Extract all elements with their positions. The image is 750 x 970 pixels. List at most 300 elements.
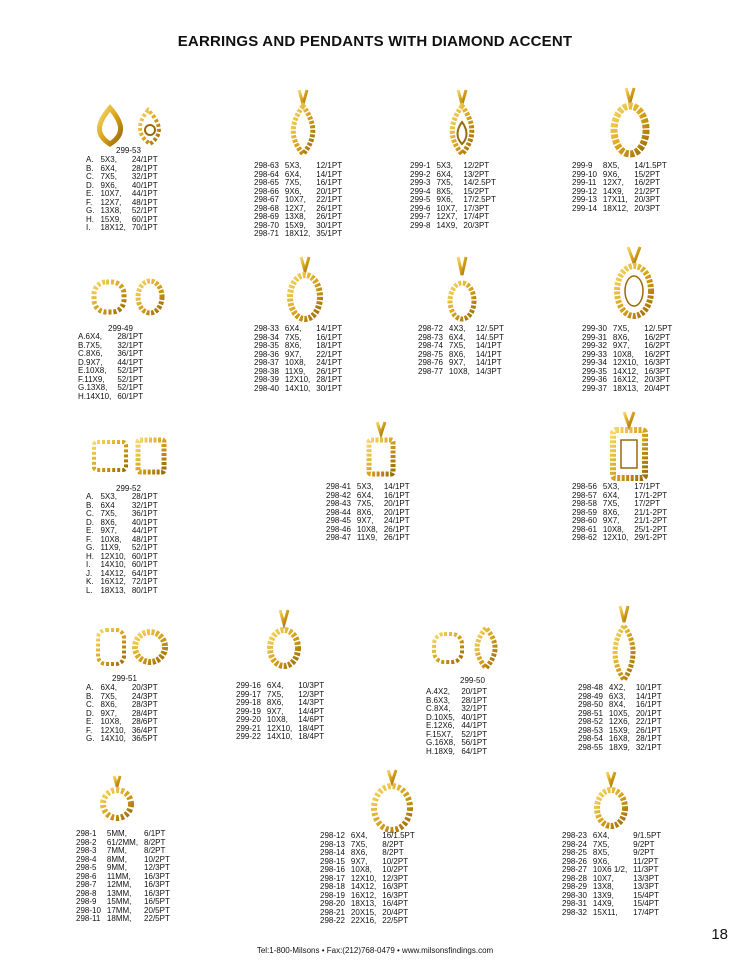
spec-cell: 20/3PT xyxy=(634,203,661,213)
pendant-oval-ornate-icon xyxy=(612,245,656,321)
spec-cell: 60/1PT xyxy=(131,551,158,561)
spec-row xyxy=(418,368,504,377)
spec-cell: 21/2PT xyxy=(634,186,661,196)
spec-cell: 29/1-2PT xyxy=(634,533,668,542)
spec-cell: 8/2PT xyxy=(144,837,166,847)
spec-cell: 298-43 xyxy=(326,499,351,508)
spec-cell: 298-1 xyxy=(76,829,97,838)
spec-cell: J. xyxy=(86,568,93,578)
spec-cell: 28/6PT xyxy=(131,717,158,726)
spec-cell: 7X5, xyxy=(592,839,610,849)
spec-cell: 9X7, xyxy=(284,349,302,359)
spec-table xyxy=(572,162,667,213)
spec-table xyxy=(86,493,158,595)
spec-cell: B.7X5, xyxy=(78,340,103,350)
spec-cell: 14/1PT xyxy=(475,341,502,350)
spec-cell: 298-4 xyxy=(76,854,97,864)
spec-cell: 6X4 xyxy=(100,500,115,510)
spec-cell: 18X13, xyxy=(350,899,377,908)
spec-cell: 6X4, xyxy=(284,169,302,179)
spec-cell: 16/3PT xyxy=(144,871,170,881)
spec-cell: 298-6 xyxy=(76,871,97,881)
earring-setting-marquise-icon xyxy=(428,624,508,672)
spec-cell: D.10X5, xyxy=(426,712,455,722)
spec-cell: L. xyxy=(86,585,93,595)
spec-cell: 18/4PT xyxy=(298,723,325,733)
spec-row xyxy=(426,748,487,757)
spec-cell: 299-32 xyxy=(582,341,607,350)
spec-cell: 10X8, xyxy=(100,534,122,544)
spec-cell: C. xyxy=(86,509,94,518)
spec-cell: 6X4, xyxy=(350,831,368,840)
spec-cell: 17/4PT xyxy=(463,212,490,221)
spec-cell: 14/3PT xyxy=(298,698,325,707)
spec-cell: 12/3PT xyxy=(382,873,409,883)
spec-cell: 11X9, xyxy=(100,543,121,552)
spec-cell: 7X5, xyxy=(100,691,117,701)
spec-cell: 299-17 xyxy=(236,689,261,699)
spec-cell: 7X5, xyxy=(350,839,368,849)
spec-cell: 7X5, xyxy=(284,178,302,187)
spec-cell: 7X5, xyxy=(100,509,117,518)
spec-cell: 16/2PT xyxy=(644,332,671,342)
spec-cell: 10X8, xyxy=(284,358,306,367)
spec-cell: 14X9, xyxy=(602,186,624,196)
spec-cell: 12MM, xyxy=(106,880,132,889)
spec-cell: 22/5PT xyxy=(382,916,409,925)
spec-cell: 44/1PT xyxy=(131,526,158,535)
spec-cell: 24/1PT xyxy=(383,516,410,525)
spec-cell: 28/1PT xyxy=(461,695,488,705)
spec-cell: 14X10, xyxy=(100,734,126,743)
spec-cell: 21/1-2PT xyxy=(634,507,668,517)
spec-rows xyxy=(418,325,504,376)
spec-cell: 13/2PT xyxy=(463,169,490,179)
spec-cell: A. xyxy=(86,492,94,501)
spec-cell: 60/1PT xyxy=(117,391,144,401)
spec-cell: 60/1PT xyxy=(131,560,158,569)
spec-cell: 11X9, xyxy=(356,533,378,542)
spec-cell: 5X3, xyxy=(100,492,117,501)
spec-cell: 13/3PT xyxy=(633,873,659,883)
spec-cell: 22/1PT xyxy=(316,195,343,204)
spec-rows xyxy=(236,682,324,742)
spec-cell: 298-38 xyxy=(254,366,279,376)
spec-cell: 298-57 xyxy=(572,490,597,500)
product-caption: 299-50 xyxy=(460,676,485,685)
spec-cell: 298-26 xyxy=(562,856,587,866)
spec-cell: 298-77 xyxy=(418,366,443,376)
pendant-round-halo-icon xyxy=(264,608,304,670)
spec-cell: 9MM, xyxy=(106,863,127,872)
spec-cell: C. xyxy=(86,700,94,709)
spec-cell: 28/1PT xyxy=(131,163,158,173)
spec-cell: 14X12, xyxy=(612,366,639,376)
spec-cell: G. xyxy=(86,206,95,215)
spec-cell: 17X11, xyxy=(602,195,628,204)
spec-cell: F. xyxy=(86,534,93,544)
spec-cell: 8/2PT xyxy=(382,848,404,857)
page-footer: Tel:1-800-Milsons • Fax:(212)768-0479 • www.milsonsfindings.com xyxy=(256,946,494,955)
spec-cell: 52/1PT xyxy=(117,366,144,375)
spec-cell: I. xyxy=(86,560,91,569)
spec-cell: 24/3PT xyxy=(131,691,158,701)
spec-cell: 26/1PT xyxy=(316,212,343,221)
spec-cell: 299-33 xyxy=(582,349,607,359)
pendant-oval-cluster-icon xyxy=(608,86,652,160)
spec-rows xyxy=(582,325,672,393)
spec-cell: F.11X9, xyxy=(78,374,105,384)
spec-rows xyxy=(572,162,667,213)
spec-cell: 14/.5PT xyxy=(475,332,504,342)
spec-cell: 298-10 xyxy=(76,905,101,915)
spec-cell: 298-68 xyxy=(254,203,279,213)
spec-cell: 12X10, xyxy=(284,375,311,384)
spec-cell: 299-21 xyxy=(236,723,261,733)
spec-cell: 7X5, xyxy=(266,689,284,699)
spec-cell: 15/4PT xyxy=(633,890,659,900)
spec-cell: E. xyxy=(86,189,94,198)
spec-cell: H.14X10, xyxy=(78,391,112,401)
spec-cell: 8MM, xyxy=(106,854,127,864)
spec-cell: 298-59 xyxy=(572,507,597,517)
spec-cell: 9X6, xyxy=(602,169,620,179)
spec-cell: 16/2PT xyxy=(634,178,661,187)
spec-cell: 15/2PT xyxy=(634,169,661,179)
spec-cell: 298-18 xyxy=(320,882,345,891)
spec-row xyxy=(410,222,496,231)
spec-row xyxy=(86,735,158,744)
spec-cell: 299-9 xyxy=(572,161,593,170)
spec-cell: 8X6, xyxy=(284,341,302,350)
spec-rows xyxy=(86,493,158,595)
spec-cell: 298-71 xyxy=(254,229,279,238)
spec-cell: 7X5, xyxy=(100,172,117,181)
spec-cell: 298-65 xyxy=(254,178,279,187)
spec-cell: 14/1.5PT xyxy=(634,161,667,170)
spec-cell: 52/1PT xyxy=(131,206,158,215)
spec-cell: 22/1PT xyxy=(635,717,662,726)
spec-cell: 30/1PT xyxy=(316,383,343,393)
spec-cell: 7X5, xyxy=(284,332,302,342)
spec-cell: 9/1.5PT xyxy=(633,831,662,840)
spec-cell: 14/3PT xyxy=(475,366,502,376)
spec-cell: 298-52 xyxy=(578,717,603,726)
spec-cell: G. xyxy=(86,734,95,743)
spec-cell: 70/1PT xyxy=(131,223,158,232)
spec-cell: 9X6, xyxy=(436,195,453,204)
spec-cell: 17/1-2PT xyxy=(634,490,668,500)
spec-cell: 298-69 xyxy=(254,212,279,221)
spec-cell: 10/3PT xyxy=(298,681,325,690)
spec-rows xyxy=(426,688,487,756)
spec-cell: 298-70 xyxy=(254,220,279,230)
spec-cell: 40/1PT xyxy=(461,712,488,722)
spec-cell: 5X3, xyxy=(100,155,117,164)
spec-cell: 18X12, xyxy=(602,203,629,213)
spec-cell: I. xyxy=(86,223,91,232)
spec-cell: 11/2PT xyxy=(633,856,659,866)
spec-cell: 10/2PT xyxy=(382,856,409,866)
spec-cell: 12X10, xyxy=(602,533,629,542)
spec-cell: 298-16 xyxy=(320,865,345,874)
spec-cell: 298-36 xyxy=(254,349,279,359)
spec-cell: 298-32 xyxy=(562,907,587,917)
spec-cell: 16/1.5PT xyxy=(382,831,415,840)
earring-setting-teardrop-icon xyxy=(88,104,178,148)
spec-table xyxy=(236,682,324,742)
spec-cell: 299-2 xyxy=(410,169,431,179)
spec-cell: 15X9, xyxy=(284,220,306,230)
spec-cell: 8X4, xyxy=(608,700,626,709)
spec-cell: 12/2PT xyxy=(463,161,490,170)
spec-cell: 7X5, xyxy=(612,324,630,333)
spec-cell: 298-20 xyxy=(320,899,345,908)
spec-cell: 298-67 xyxy=(254,195,279,204)
spec-cell: E. xyxy=(86,526,94,535)
spec-cell: 8X5, xyxy=(592,848,610,857)
spec-cell: 13X8, xyxy=(284,212,306,221)
spec-cell: 17/2.5PT xyxy=(463,195,496,204)
spec-cell: 298-9 xyxy=(76,897,97,906)
spec-cell: 16/2PT xyxy=(644,341,671,350)
spec-cell: 44/1PT xyxy=(117,357,144,367)
spec-cell: 298-63 xyxy=(254,161,279,170)
spec-cell: 28/1PT xyxy=(635,734,662,743)
spec-cell: 9X6, xyxy=(100,180,117,190)
spec-cell: 12X10, xyxy=(350,873,377,883)
spec-cell: 64/1PT xyxy=(461,746,488,756)
spec-cell: C. xyxy=(86,172,94,181)
spec-cell: 298-37 xyxy=(254,358,279,367)
spec-cell: 299-22 xyxy=(236,732,261,741)
spec-cell: 12X7, xyxy=(100,197,122,207)
spec-cell: 11X9, xyxy=(284,366,306,376)
spec-cell: 22/5PT xyxy=(144,914,170,923)
spec-cell: 16/5PT xyxy=(144,897,170,906)
spec-table xyxy=(86,156,158,233)
spec-cell: 24/1PT xyxy=(131,155,158,164)
spec-cell: F.15X7, xyxy=(426,729,454,739)
spec-cell: 6X4, xyxy=(592,831,610,840)
spec-row xyxy=(78,393,143,402)
spec-cell: 298-41 xyxy=(326,482,351,491)
spec-cell: 5X3, xyxy=(356,482,374,491)
spec-rows xyxy=(254,325,342,393)
spec-table xyxy=(572,483,667,543)
page-title: EARRINGS AND PENDANTS WITH DIAMOND ACCENT xyxy=(177,33,573,50)
spec-cell: 7X5, xyxy=(602,499,620,508)
spec-cell: 5X3, xyxy=(284,161,302,170)
spec-cell: G.16X8, xyxy=(426,738,456,747)
spec-cell: 25/1-2PT xyxy=(634,524,668,534)
spec-cell: 10X7, xyxy=(284,195,306,204)
spec-cell: 61/2MM, xyxy=(106,837,139,847)
spec-cell: 298-12 xyxy=(320,831,345,840)
product-caption: 299-53 xyxy=(116,146,141,155)
spec-cell: 9X7, xyxy=(356,516,374,525)
spec-cell: 16/3PT xyxy=(382,882,409,891)
spec-cell: 15MM, xyxy=(106,897,132,906)
spec-cell: 32/1PT xyxy=(635,742,662,752)
spec-cell: 36/5PT xyxy=(131,734,158,743)
spec-cell: 28/4PT xyxy=(131,708,158,718)
spec-cell: 9X7, xyxy=(266,706,284,716)
spec-cell: 299-30 xyxy=(582,324,607,333)
spec-cell: 18/4PT xyxy=(298,732,325,741)
spec-cell: 14/1PT xyxy=(316,169,343,179)
spec-cell: 18X13, xyxy=(100,585,126,595)
spec-cell: 18X13, xyxy=(612,383,639,393)
spec-rows xyxy=(320,832,415,926)
spec-cell: C.8X6, xyxy=(78,349,103,358)
spec-cell: D. xyxy=(86,180,94,190)
spec-cell: A.4X2, xyxy=(426,687,451,696)
spec-cell: 298-7 xyxy=(76,880,97,889)
spec-cell: 20/1PT xyxy=(383,507,410,517)
spec-cell: 17MM, xyxy=(106,905,132,915)
spec-cell: 298-2 xyxy=(76,837,97,847)
spec-cell: 12X10, xyxy=(100,725,126,735)
spec-cell: 299-5 xyxy=(410,195,431,204)
spec-cell: 14X10, xyxy=(100,560,126,569)
spec-cell: C.8X4, xyxy=(426,704,451,713)
spec-cell: 298-56 xyxy=(572,482,597,491)
spec-cell: 298-11 xyxy=(76,914,101,923)
spec-cell: 12/1PT xyxy=(316,161,343,170)
spec-cell: 298-40 xyxy=(254,383,279,393)
spec-table xyxy=(418,325,504,376)
spec-cell: D. xyxy=(86,517,94,527)
spec-cell: 14X10, xyxy=(284,383,311,393)
pendant-small-oval-icon xyxy=(444,255,480,327)
spec-cell: H. xyxy=(86,551,94,561)
spec-cell: 8X6, xyxy=(350,848,368,857)
spec-cell: 52/1PT xyxy=(117,374,144,384)
spec-cell: 10X5, xyxy=(608,708,630,718)
spec-cell: 14X12, xyxy=(100,568,126,578)
spec-cell: 14/1PT xyxy=(475,358,502,367)
spec-cell: 12X10, xyxy=(100,551,126,561)
spec-cell: 14/1PT xyxy=(316,324,343,333)
spec-cell: 6X4, xyxy=(448,332,466,342)
spec-row xyxy=(320,917,415,926)
spec-cell: 30/1PT xyxy=(316,220,343,230)
pendant-marquise-icon xyxy=(606,604,642,684)
spec-cell: 299-35 xyxy=(582,366,607,376)
spec-cell: 299-6 xyxy=(410,203,431,213)
spec-cell: 298-51 xyxy=(578,708,603,718)
spec-cell: 28/1PT xyxy=(316,375,343,384)
spec-cell: 7X5, xyxy=(448,341,466,350)
spec-cell: 298-72 xyxy=(418,324,443,333)
spec-cell: 21/1-2PT xyxy=(634,516,668,525)
spec-cell: 299-13 xyxy=(572,195,597,204)
spec-cell: 298-28 xyxy=(562,873,587,883)
spec-cell: 32/1PT xyxy=(131,172,158,181)
spec-rows xyxy=(86,684,158,744)
spec-cell: 12/3PT xyxy=(298,689,325,699)
spec-cell: 16/4PT xyxy=(382,899,409,908)
spec-cell: 10X8, xyxy=(448,366,470,376)
spec-cell: H. xyxy=(86,214,94,224)
pendant-oval-starburst-icon xyxy=(366,768,418,834)
pendant-square-icon xyxy=(363,420,399,482)
spec-cell: 12X6, xyxy=(608,717,630,726)
spec-cell: 16X12, xyxy=(612,375,639,384)
spec-cell: 26/1PT xyxy=(316,203,343,213)
spec-cell: 15X11, xyxy=(592,907,618,917)
spec-cell: 48/1PT xyxy=(131,534,158,544)
spec-cell: 5X3, xyxy=(602,482,620,491)
spec-cell: 20/1PT xyxy=(383,499,410,508)
spec-cell: 298-44 xyxy=(326,507,351,517)
spec-cell: 298-3 xyxy=(76,846,97,855)
spec-cell: 15/2PT xyxy=(463,186,490,196)
spec-cell: 8X6, xyxy=(266,698,284,707)
spec-cell: 299-16 xyxy=(236,681,261,690)
spec-cell: 40/1PT xyxy=(131,180,158,190)
spec-cell: 298-60 xyxy=(572,516,597,525)
spec-cell: 15/4PT xyxy=(633,899,659,908)
spec-cell: 28/3PT xyxy=(131,700,158,709)
spec-cell: 20/5PT xyxy=(144,905,170,915)
spec-row xyxy=(254,385,342,394)
spec-cell: 28/1PT xyxy=(117,332,144,341)
spec-cell: 22/1PT xyxy=(316,349,343,359)
spec-row xyxy=(578,744,662,753)
spec-cell: 11MM, xyxy=(106,871,131,881)
spec-cell: 14X10, xyxy=(266,732,293,741)
spec-cell: 298-25 xyxy=(562,848,587,857)
spec-cell: 16X8, xyxy=(608,734,630,743)
spec-cell: 299-8 xyxy=(410,220,431,230)
spec-row xyxy=(86,224,158,233)
spec-cell: 20/1PT xyxy=(635,708,662,718)
spec-cell: 299-7 xyxy=(410,212,431,221)
spec-cell: 298-5 xyxy=(76,863,97,872)
spec-cell: D. xyxy=(86,708,94,718)
spec-cell: 4X3, xyxy=(448,324,466,333)
spec-cell: 18/1PT xyxy=(316,341,343,350)
spec-cell: 10X7, xyxy=(436,203,458,213)
spec-cell: 298-27 xyxy=(562,865,587,874)
spec-cell: 299-1 xyxy=(410,161,431,170)
spec-cell: 24/1PT xyxy=(316,358,343,367)
spec-cell: G. xyxy=(86,543,95,552)
spec-cell: 36/1PT xyxy=(131,509,158,518)
spec-cell: 8X5, xyxy=(602,161,620,170)
spec-rows xyxy=(78,333,143,401)
spec-cell: 12/.5PT xyxy=(644,324,673,333)
spec-cell: 8X6, xyxy=(602,507,620,517)
spec-cell: 10X8, xyxy=(350,865,372,874)
spec-cell: D.9X7, xyxy=(78,357,103,367)
spec-cell: A. xyxy=(86,683,94,692)
spec-cell: 298-19 xyxy=(320,890,345,900)
spec-cell: 9X7, xyxy=(448,358,466,367)
spec-cell: 14/1PT xyxy=(383,482,410,491)
spec-cell: 16/3PT xyxy=(644,358,671,367)
spec-cell: 299-3 xyxy=(410,178,431,187)
spec-cell: 12X7, xyxy=(284,203,306,213)
spec-cell: 16/1PT xyxy=(316,178,343,187)
spec-cell: 299-14 xyxy=(572,203,597,213)
spec-cell: E.10X8, xyxy=(78,366,107,375)
spec-row xyxy=(582,385,672,394)
spec-cell: 16/3PT xyxy=(382,890,409,900)
spec-table xyxy=(578,684,662,752)
